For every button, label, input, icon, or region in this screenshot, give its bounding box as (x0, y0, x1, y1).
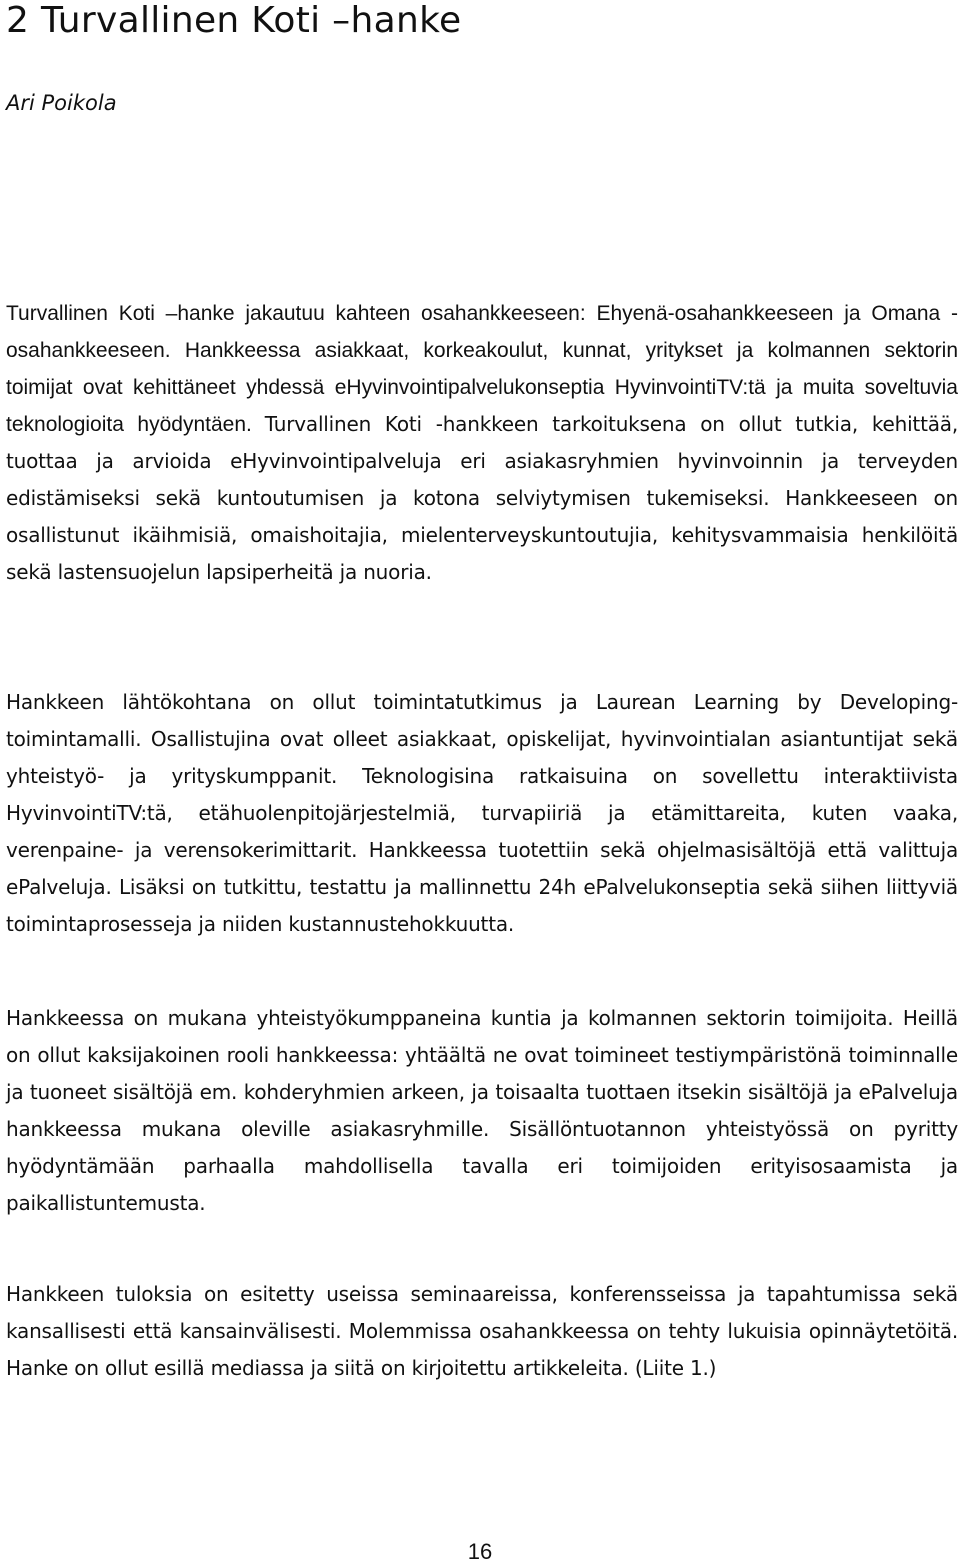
paragraph-3: Hankkeessa on mukana yhteistyökumppaneina kuntia ja kolmannen sektorin toimijoita. Heillä on ollut kaksijakoinen rooli hankkeessa: yhtäältä ne ovat toimineet testiympäristönä toiminnalle ja tuoneet sisältöjä em. kohderyhmien arkeen, ja toisaalta tuottaen itsekin sisältöjä ja ePalveluja hankkeessa mukana oleville asiakasryhmille. Sisällöntuotannon yhteistyössä on pyritty hyödyntämään parhaalla mahdollisella tavalla eri toimijoiden erityisosaamista ja paikallistuntemusta. (6, 1006, 958, 1215)
paragraph-1-part-b: Turvallinen Koti -hankkeen tarkoituksena on ollut tutkia, kehittää, tuottaa ja arvioida eHyvinvointipalveluja eri asiakasryhmien hyvinvoinnin ja terveyden edistämiseksi sekä kuntoutumisen ja kotona selviytymisen tukemiseksi. Hankkeeseen on osallistunut ikäihmisiä, omaishoitajia, mielenterveyskuntoutujia, kehitysvammaisia henkilöitä sekä lastensuojelun lapsiperheitä ja nuoria. (6, 412, 958, 584)
paragraph-1-part-a: Turvallinen Koti –hanke jakautuu kahteen osahankkeeseen: Ehyenä-osahankkeeseen ja Omana -osahankkeeseen. Hankkeessa asiakkaat, korkeakoulut, kunnat, yritykset ja kolmannen sektorin toimijat ovat kehittäneet yhdessä eHyvinvointipalvelukonseptia HyvinvointiTV:tä ja muita soveltuvia teknologioita hyödyntäen. (6, 302, 958, 436)
author-name: Ari Poikola (6, 91, 117, 115)
paragraph-4: Hankkeen tuloksia on esitetty useissa seminaareissa, konferensseissa ja tapahtumissa sekä kansallisesti että kansainvälisesti. Molemmissa osahankkeessa on tehty lukuisia opinnäytetöitä. Hanke on ollut esillä mediassa ja siitä on kirjoitettu artikkeleita. (Liite 1.) (6, 1282, 958, 1380)
paragraph-1 (6, 295, 958, 591)
chapter-heading: 2 Turvallinen Koti –hanke (6, 0, 462, 41)
paragraph-2: Hankkeen lähtökohtana on ollut toimintatutkimus ja Laurean Learning by Developing-toimintamalli. Osallistujina ovat olleet asiakkaat, opiskelijat, hyvinvointialan asiantuntijat sekä yhteistyö- ja yrityskumppanit. Teknologisina ratkaisuina on sovellettu interaktiivista HyvinvointiTV:tä, etähuolenpitojärjestelmiä, turvapiiriä ja etämittareita, kuten vaaka, verenpaine- ja verensokerimittarit. Hankkeessa tuotettiin sekä ohjelmasisältöjä että valittuja ePalveluja. Lisäksi on tutkittu, testattu ja mallinnettu 24h ePalvelukonseptia sekä siihen liittyviä toimintaprosesseja ja niiden kustannustehokkuutta. (6, 690, 958, 936)
page-number: 16 (467, 1539, 493, 1564)
